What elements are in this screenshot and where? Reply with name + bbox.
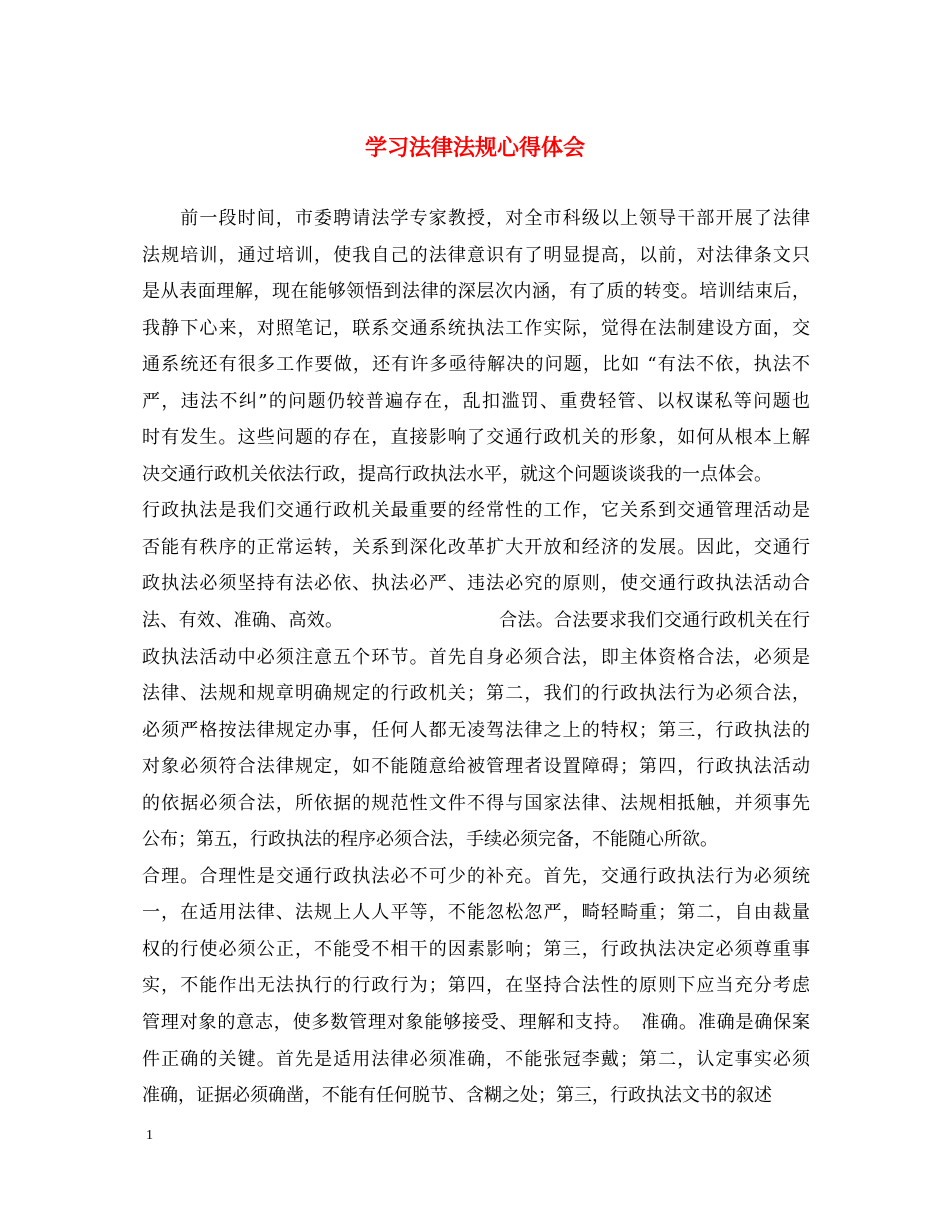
body-line: 是从表面理解，现在能够领悟到法律的深层次内涵，有了质的转变。培训结束后， — [142, 281, 810, 303]
body-line: 政执法必须坚持有法必依、执法必严、违法必究的原则，使交通行政执法活动合 — [142, 573, 810, 595]
body-line: 决交通行政机关依法行政，提高行政执法水平，就这个问题谈谈我的一点体会。 — [142, 463, 772, 485]
body-line: 前一段时间，市委聘请法学专家教授，对全市科级以上领导干部开展了法律 — [142, 208, 810, 229]
body-line: 对象必须符合法律规定，如不能随意给被管理者设置障碍；第四，行政执法活动 — [142, 756, 810, 778]
body-line: 行政执法是我们交通行政机关最重要的经常性的工作，它关系到交通管理活动是 — [142, 500, 810, 522]
document-title: 学习法律法规心得体会 — [364, 135, 585, 161]
body-line: 政执法活动中必须注意五个环节。首先自身必须合法，即主体资格合法，必须是 — [142, 646, 810, 668]
body-line: 通系统还有很多工作要做，还有许多亟待解决的问题，比如 “有法不依，执法不 — [142, 354, 810, 376]
body-line: 合理。合理性是交通行政执法必不可少的补充。首先，交通行政执法行为必须统 — [142, 865, 810, 887]
body-line: 法、有效、准确、高效。 合法。合法要求我们交通行政机关在行 — [142, 610, 810, 632]
document-body — [142, 201, 810, 1115]
body-line: 否能有秩序的正常运转，关系到深化改革扩大开放和经济的发展。因此，交通行 — [142, 536, 810, 558]
body-line: 一，在适用法律、法规上人人平等，不能忽松忽严，畸轻畸重；第二，自由裁量 — [142, 902, 810, 924]
body-line: 准确，证据必须确凿，不能有任何脱节、含糊之处；第三，行政执法文书的叙述 — [142, 1085, 772, 1107]
body-line: 法律、法规和规章明确规定的行政机关；第二，我们的行政执法行为必须合法， — [142, 683, 810, 705]
body-line: 我静下心来，对照笔记，联系交通系统执法工作实际，觉得在法制建设方面，交 — [142, 317, 810, 339]
body-line: 时有发生。这些问题的存在，直接影响了交通行政机关的形象，如何从根本上解 — [142, 427, 810, 449]
body-line: 必须严格按法律规定办事，任何人都无凌驾法律之上的特权；第三，行政执法的 — [142, 719, 810, 741]
body-line: 法规培训，通过培训，使我自己的法律意识有了明显提高，以前，对法律条文只 — [142, 244, 810, 266]
body-line: 公布；第五，行政执法的程序必须合法，手续必须完备，不能随心所欲。 — [142, 829, 718, 851]
body-line: 严，违法不纠”的问题仍较普遍存在，乱扣滥罚、重费轻管、以权谋私等问题也 — [142, 390, 810, 412]
body-line: 权的行使必须公正，不能受不相干的因素影响；第三，行政执法决定必须尊重事 — [142, 938, 810, 960]
body-line: 的依据必须合法，所依据的规范性文件不得与国家法律、法规相抵触，并须事先 — [142, 792, 810, 814]
body-line: 实，不能作出无法执行的行政行为；第四，在坚持合法性的原则下应当充分考虑 — [142, 975, 810, 997]
page-number: 1 — [146, 1128, 153, 1143]
body-line: 件正确的关键。首先是适用法律必须准确，不能张冠李戴；第二，认定事实必须 — [142, 1048, 810, 1070]
body-line: 管理对象的意志，使多数管理对象能够接受、理解和支持。 准确。准确是确保案 — [142, 1012, 810, 1034]
